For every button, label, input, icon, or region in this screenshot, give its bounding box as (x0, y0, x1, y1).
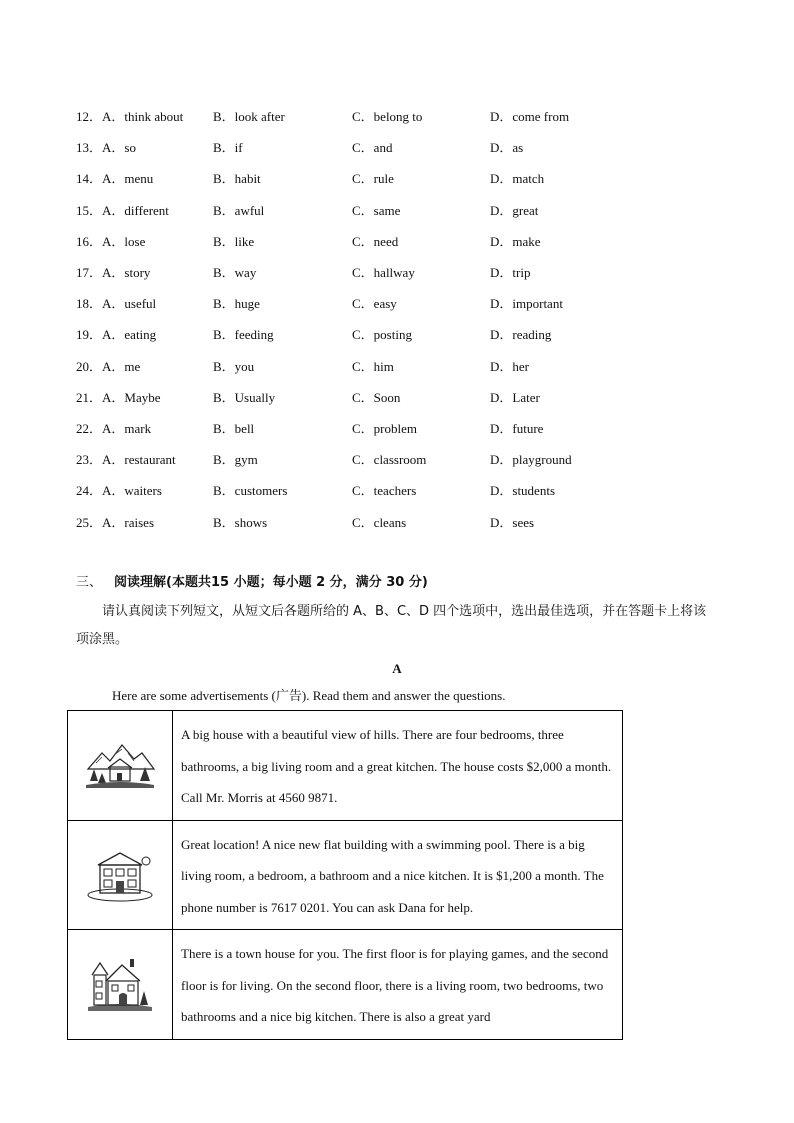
option-row (76, 318, 636, 349)
option-a-cell (76, 200, 169, 219)
option-a: A．lose (102, 233, 146, 249)
option-b: B．feeding (213, 327, 274, 343)
option-d: D．trip (490, 265, 531, 281)
passage-lead: Here are some advertisements (广告). Read them and answer the questions. (112, 688, 506, 703)
question-number: 23． (76, 452, 103, 468)
hills-house-icon (84, 739, 156, 791)
option-a-cell (76, 106, 183, 125)
question-number: 18． (76, 296, 103, 312)
town-house-icon (84, 953, 156, 1015)
option-c: C．rule (352, 171, 394, 187)
flat-building-icon (84, 847, 156, 903)
option-row (76, 381, 636, 412)
question-number: 19． (76, 327, 103, 343)
option-d: D．great (490, 202, 539, 218)
option-a: A．raises (102, 514, 155, 530)
question-number: 21． (76, 389, 103, 405)
passage-letter: A (392, 661, 402, 676)
option-row (76, 287, 636, 318)
option-a-cell (76, 231, 145, 250)
option-b: B．if (213, 140, 243, 156)
option-a-cell (76, 293, 156, 312)
option-c: C．classroom (352, 452, 427, 468)
question-number: 16． (76, 233, 103, 249)
option-d: D．sees (490, 514, 535, 530)
option-b: B．shows (213, 514, 268, 530)
option-a: A．useful (102, 296, 157, 312)
option-d: D．make (490, 233, 541, 249)
option-c: C．teachers (352, 483, 417, 499)
option-a: A．Maybe (102, 389, 161, 405)
option-row (76, 443, 636, 474)
question-number: 17． (76, 265, 103, 281)
option-a-cell (76, 137, 136, 156)
question-number: 22． (76, 420, 103, 436)
option-c: C．hallway (352, 265, 415, 281)
option-c: C．need (352, 233, 399, 249)
option-b: B．habit (213, 171, 261, 187)
option-row (76, 256, 636, 287)
option-a: A．mark (102, 420, 152, 436)
option-d: D．match (490, 171, 545, 187)
option-a-cell (76, 449, 176, 468)
ads-table (67, 710, 623, 1040)
option-d: D．students (490, 483, 556, 499)
ad-picture-cell (68, 930, 173, 1040)
option-a-cell (76, 480, 162, 499)
option-row (76, 474, 636, 505)
option-c: C．problem (352, 420, 417, 436)
option-row (76, 100, 636, 131)
ad-text: There is a town house for you. The first floor is for playing games, and the second floor is for living. On the second floor, there is a living room, two bedrooms, two bathrooms and a nice big kitchen. There is also a great yard (173, 930, 623, 1040)
option-row (76, 412, 636, 443)
option-b: B．like (213, 233, 255, 249)
option-d: D．her (490, 358, 529, 374)
option-row (76, 194, 636, 225)
ad-text: A big house with a beautiful view of hills. There are four bedrooms, three bathrooms, a big living room and a great kitchen. The house costs $2,000 a month. Call Mr. Morris at 4560 9871. (173, 711, 623, 821)
option-d: D．important (490, 296, 563, 312)
option-d: D．Later (490, 389, 540, 405)
ad-row (68, 930, 623, 1040)
option-d: D．come from (490, 109, 570, 125)
option-d: D．reading (490, 327, 552, 343)
option-c: C．cleans (352, 514, 407, 530)
option-c: C．Soon (352, 389, 401, 405)
options-list (76, 100, 636, 537)
option-a-cell (76, 512, 154, 531)
question-number: 25． (76, 514, 103, 530)
option-d: D．future (490, 420, 544, 436)
section-heading (76, 571, 428, 590)
question-number: 14． (76, 171, 103, 187)
option-c: C．same (352, 202, 401, 218)
option-b: B．gym (213, 452, 258, 468)
question-number: 20． (76, 358, 103, 374)
section-title: 阅读理解(本题共15 小题；每小题 2 分，满分 30 分) (114, 575, 428, 590)
option-a-cell (76, 262, 150, 281)
option-a-cell (76, 418, 151, 437)
option-a: A．different (102, 202, 169, 218)
section-instruction: 请认真阅读下列短文，从短文后各题所给的 A、B、C、D 四个选项中，选出最佳选项，并在答题卡上将该项涂黑。 (76, 604, 707, 647)
option-c: C．him (352, 358, 394, 374)
option-c: C．and (352, 140, 393, 156)
question-number: 24． (76, 483, 103, 499)
option-a: A．menu (102, 171, 154, 187)
option-c: C．posting (352, 327, 412, 343)
option-c: C．easy (352, 296, 397, 312)
option-d: D．as (490, 140, 524, 156)
option-b: B．Usually (213, 389, 276, 405)
ad-picture-cell (68, 820, 173, 930)
option-row (76, 350, 636, 381)
option-b: B．look after (213, 109, 285, 125)
option-row (76, 162, 636, 193)
option-b: B．awful (213, 202, 265, 218)
option-d: D．playground (490, 452, 572, 468)
option-a-cell (76, 387, 161, 406)
option-a: A．eating (102, 327, 157, 343)
option-b: B．way (213, 265, 257, 281)
ad-row (68, 711, 623, 821)
option-a: A．restaurant (102, 452, 176, 468)
option-b: B．customers (213, 483, 288, 499)
option-b: B．huge (213, 296, 260, 312)
option-b: B．bell (213, 420, 255, 436)
option-row (76, 505, 636, 536)
option-a: A．think about (102, 109, 184, 125)
question-number: 15． (76, 202, 103, 218)
option-a-cell (76, 168, 153, 187)
section-number: 三、 (76, 575, 103, 590)
option-a-cell (76, 324, 156, 343)
ad-row (68, 820, 623, 930)
option-b: B．you (213, 358, 255, 374)
option-a: A．story (102, 265, 151, 281)
option-a: A．so (102, 140, 136, 156)
option-a: A．me (102, 358, 141, 374)
option-a-cell (76, 356, 140, 375)
option-c: C．belong to (352, 109, 423, 125)
question-number: 13． (76, 140, 103, 156)
ad-text: Great location! A nice new flat building with a swimming pool. There is a big living room, a bedroom, a bathroom and a nice kitchen. It is $1,200 a month. The phone number is 7617 0201. You can ask Dana for help. (173, 820, 623, 930)
option-row (76, 225, 636, 256)
ad-picture-cell (68, 711, 173, 821)
option-a: A．waiters (102, 483, 162, 499)
question-number: 12． (76, 109, 103, 125)
option-row (76, 131, 636, 162)
